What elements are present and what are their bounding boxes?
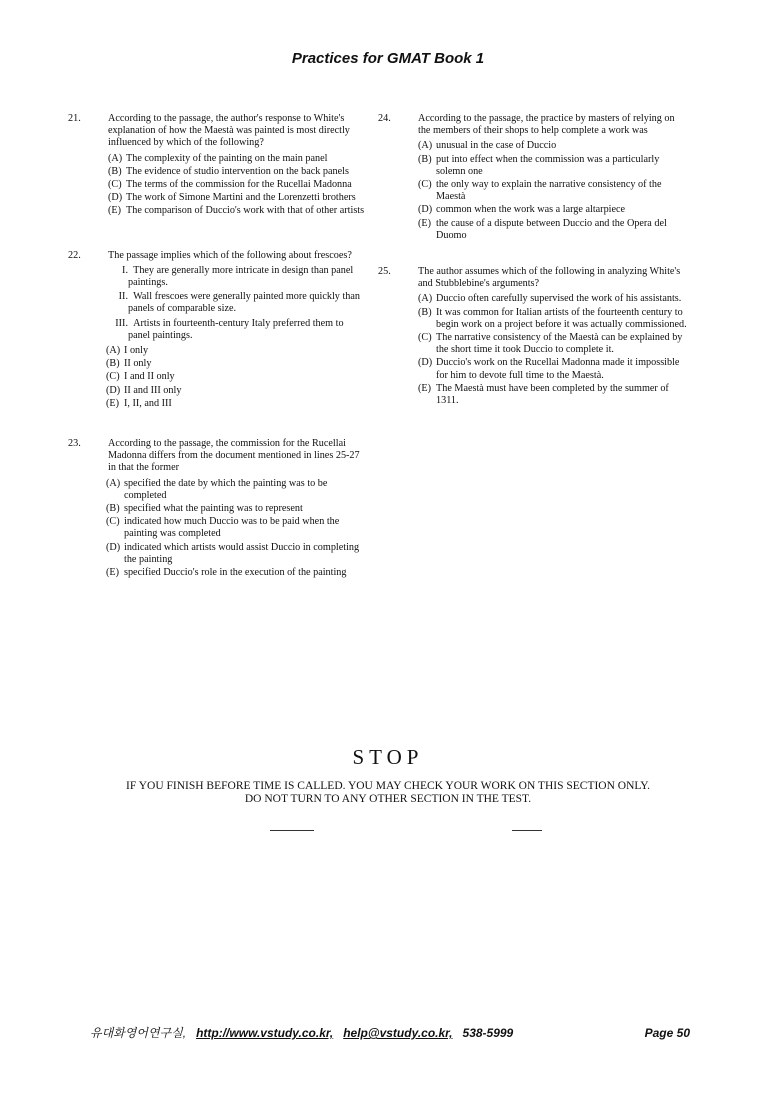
- roman-statement: I. They are generally more intricate in design than panel paintings.: [122, 264, 354, 289]
- question-stem: The passage implies which of the following about frescoes?: [108, 249, 352, 261]
- answer-options: [88, 153, 366, 218]
- question-25: [378, 266, 688, 407]
- answer-option[interactable]: (B) It was common for Italian artists of the fourteenth century to begin work on a project before it was actually commissioned.: [418, 306, 687, 330]
- roman-statement: II. Wall frescoes were generally painted more quickly than panels of comparable size.: [118, 291, 360, 315]
- question-stem: According to the passage, the author's response to White's explanation of how the Maestà was painted is most directly influenced by which of the following?: [108, 113, 350, 149]
- left-column: [68, 113, 366, 605]
- answer-option[interactable]: (C) the only way to explain the narrative consistency of the Maestà: [418, 179, 662, 203]
- stop-notice-line-1: IF YOU FINISH BEFORE TIME IS CALLED. YOU MAY CHECK YOUR WORK ON THIS SECTION ONLY.: [126, 780, 650, 792]
- answer-option[interactable]: (D) The work of Simone Martini and the Lorenzetti brothers: [108, 192, 356, 204]
- answer-option[interactable]: (D) indicated which artists would assist Duccio in completing the painting: [106, 541, 360, 565]
- answer-options: [398, 293, 688, 407]
- footer-phone: 538-5999: [462, 1026, 514, 1040]
- question-stem: The author assumes which of the following in analyzing White's and Stubblebine's arguments?: [418, 266, 681, 290]
- answer-option[interactable]: (A) Duccio often carefully supervised the work of his assistants.: [418, 293, 682, 305]
- answer-option[interactable]: (C) The narrative consistency of the Maestà can be explained by the short time it took Duccio to complete it.: [418, 332, 683, 356]
- question-23: [68, 438, 366, 579]
- answer-option[interactable]: (A) I only: [106, 345, 149, 357]
- question-stem: According to the passage, the commission for the Rucellai Madonna differs from the document mentioned in lines 25-27 in that the former: [108, 438, 360, 474]
- answer-option[interactable]: (D) Duccio's work on the Rucellai Madonna made it impossible for him to devote full time to the Maestà.: [418, 357, 680, 381]
- right-column: [378, 113, 688, 433]
- answer-option[interactable]: (D) II and III only: [106, 384, 182, 396]
- question-22: [68, 249, 366, 410]
- answer-option[interactable]: (E) the cause of a dispute between Duccio and the Opera del Duomo: [418, 217, 667, 241]
- answer-option[interactable]: (B) specified what the painting was to represent: [106, 503, 303, 515]
- question-number: 24.: [378, 113, 391, 124]
- answer-option[interactable]: (B) put into effect when the commission was a particularly solemn one: [418, 153, 660, 177]
- answer-option[interactable]: (E) I, II, and III: [106, 397, 172, 409]
- answer-options: [88, 478, 366, 580]
- answer-option[interactable]: (D) common when the work was a large altarpiece: [418, 204, 626, 216]
- answer-option[interactable]: (B) II only: [106, 358, 152, 370]
- question-number: 22.: [68, 249, 81, 261]
- divider-right: [512, 830, 542, 831]
- stop-notice-line-2: DO NOT TURN TO ANY OTHER SECTION IN THE TEST.: [244, 793, 532, 805]
- roman-statements: [88, 265, 366, 342]
- question-24: [378, 113, 688, 242]
- page-number: Page 50: [644, 1026, 690, 1040]
- answer-option[interactable]: (B) The evidence of studio intervention on the back panels: [108, 165, 349, 177]
- answer-option[interactable]: (E) The Maestà must have been completed by the summer of 1311.: [418, 382, 669, 407]
- footer-website-link[interactable]: http://www.vstudy.co.kr,: [196, 1026, 334, 1040]
- answer-option[interactable]: (A) unusual in the case of Duccio: [418, 140, 557, 152]
- footer-email-link[interactable]: help@vstudy.co.kr,: [343, 1026, 453, 1040]
- answer-option[interactable]: (E) specified Duccio's role in the execution of the painting: [106, 567, 347, 579]
- page-footer: [90, 1024, 690, 1041]
- answer-option[interactable]: (A) The complexity of the painting on the main panel: [108, 152, 328, 164]
- answer-option[interactable]: (C) I and II only: [106, 371, 175, 383]
- answer-option[interactable]: (E) The comparison of Duccio's work with that of other artists: [108, 205, 365, 217]
- question-number: 21.: [68, 113, 81, 124]
- question-21: [68, 113, 366, 218]
- stop-heading: STOP: [352, 745, 424, 769]
- footer-brand: 유대화영어연구실,: [90, 1026, 187, 1040]
- question-number: 25.: [378, 266, 391, 278]
- answer-options: [398, 140, 688, 242]
- answer-option[interactable]: (C) indicated how much Duccio was to be paid when the painting was completed: [106, 516, 340, 540]
- answer-option[interactable]: (A) specified the date by which the painting was to be completed: [106, 477, 328, 501]
- question-stem: According to the passage, the practice by masters of relying on the members of their shops to help complete a work was: [418, 113, 675, 137]
- page-header: Practices for GMAT Book 1: [291, 50, 485, 67]
- divider-left: [270, 830, 314, 831]
- roman-statement: III. Artists in fourteenth-century Italy preferred them to panel paintings.: [115, 317, 344, 341]
- stop-notice: [60, 780, 716, 806]
- answer-options: [88, 345, 366, 410]
- answer-option[interactable]: (C) The terms of the commission for the Rucellai Madonna: [108, 179, 352, 191]
- question-number: 23.: [68, 438, 81, 450]
